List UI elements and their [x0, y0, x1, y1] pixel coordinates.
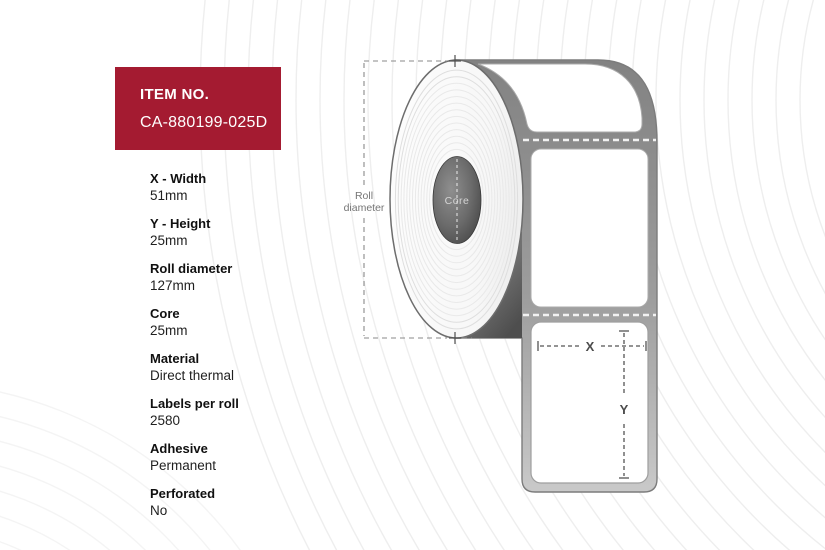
roll — [390, 60, 523, 338]
spec-value: Direct thermal — [150, 368, 235, 383]
spec-row-roll-diameter — [150, 260, 360, 294]
spec-row-width — [150, 170, 360, 204]
spec-row-labels-per-roll — [150, 395, 360, 429]
spec-row-perforated — [150, 485, 360, 519]
spec-label: Material — [150, 351, 200, 366]
label-middle — [531, 149, 648, 307]
spec-value: 51mm — [150, 188, 188, 203]
spec-label: Y - Height — [150, 216, 211, 231]
spec-label: Perforated — [150, 486, 216, 501]
spec-row-height — [150, 215, 360, 249]
y-dimension-label: Y — [619, 402, 629, 417]
spec-value: 25mm — [150, 233, 188, 248]
spec-label: Core — [150, 306, 180, 321]
spec-list — [150, 170, 360, 530]
roll-diameter-label-line1: Roll — [354, 190, 374, 202]
spec-row-core — [150, 305, 360, 339]
item-no-heading: ITEM NO. — [140, 86, 210, 103]
spec-row-material — [150, 350, 360, 384]
spec-value: 25mm — [150, 323, 188, 338]
spec-row-adhesive — [150, 440, 360, 474]
spec-label: Roll diameter — [150, 261, 233, 276]
roll-diameter-label-line2: diameter — [343, 202, 385, 214]
spec-value: 2580 — [150, 413, 181, 428]
spec-label: Adhesive — [150, 441, 208, 456]
spec-label: X - Width — [150, 171, 207, 186]
spec-label: Labels per roll — [150, 396, 239, 411]
x-dimension-label: X — [585, 339, 595, 354]
item-no-value: CA-880199-025D — [140, 114, 268, 131]
spec-value: Permanent — [150, 458, 217, 473]
item-number-card — [115, 67, 281, 150]
spec-value: 127mm — [150, 278, 196, 293]
core-label: Core — [444, 195, 470, 207]
spec-value: No — [150, 503, 168, 518]
